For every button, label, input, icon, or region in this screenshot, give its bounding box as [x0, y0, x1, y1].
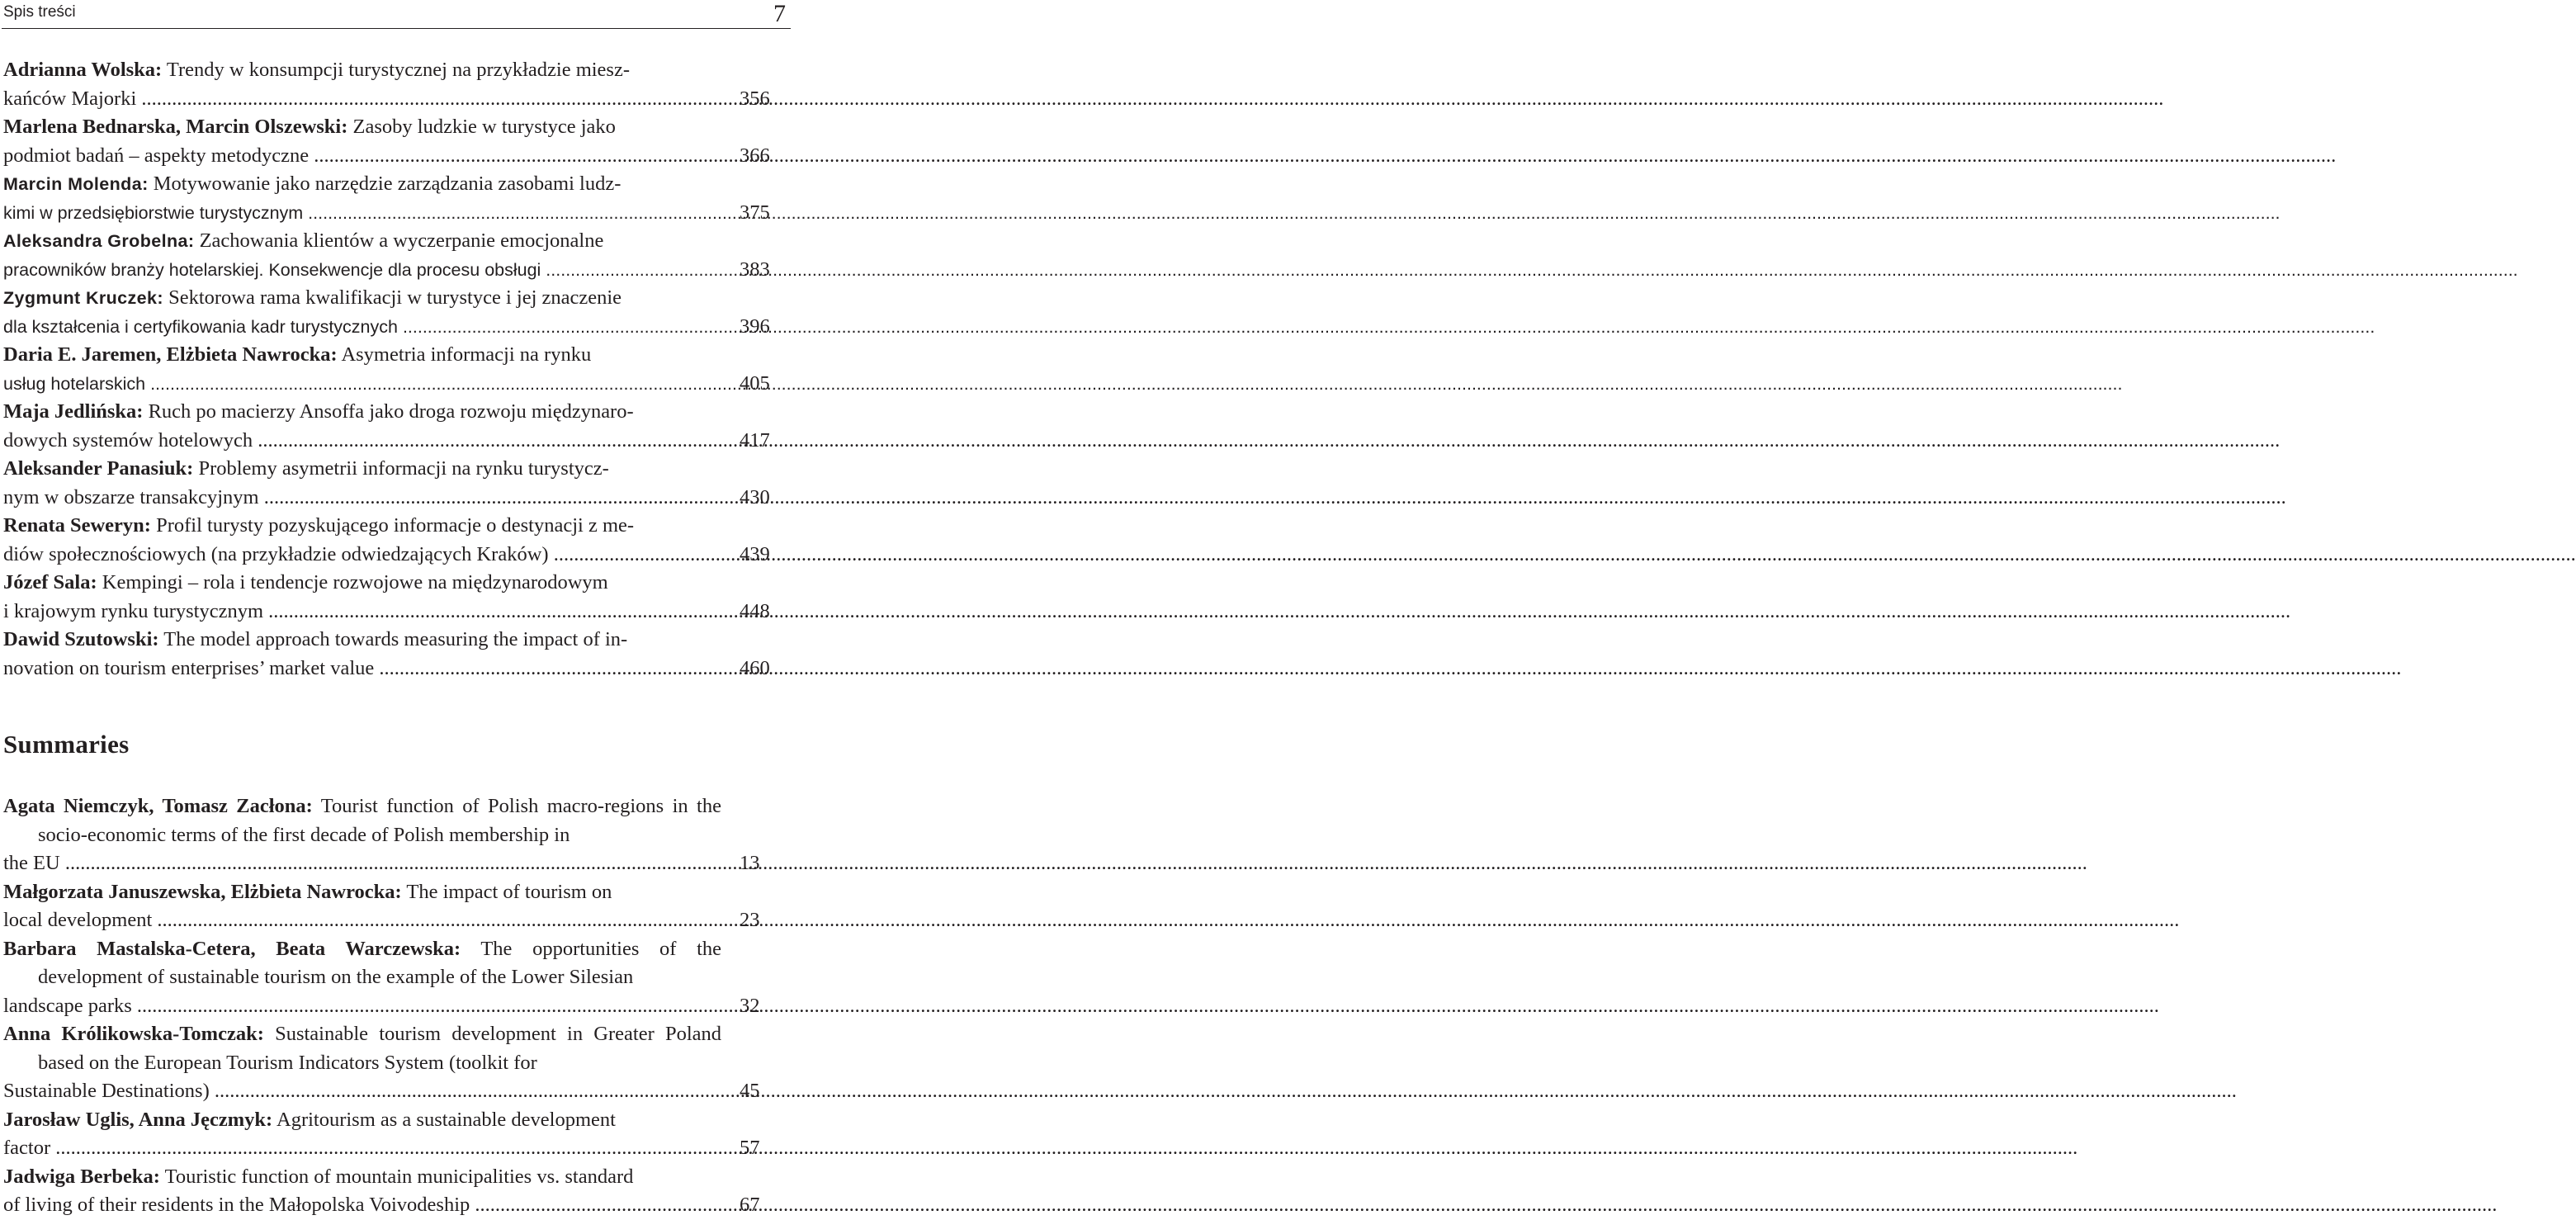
entry-author: Małgorzata Januszewska, Elżbieta Nawrocka:	[3, 880, 402, 903]
entry-title-end: i krajowym rynku turystycznym .....	[38, 598, 721, 627]
entry-title: Ruch po macierzy Ansoffa jako droga rozwoju międzynaro-	[148, 400, 634, 423]
entry-author: Marlena Bednarska, Marcin Olszewski:	[3, 116, 348, 138]
page-number: 7	[773, 0, 786, 27]
entry-page: 405	[740, 371, 770, 395]
entry-title-end: nym w obszarze transakcyjnym .....	[38, 484, 721, 513]
summary-entry	[3, 935, 789, 1021]
entry-title: Tourist function of Polish macro-regions in the socio-economic terms of the first decade of Polish membership in	[38, 795, 721, 846]
entry-title: The impact of tourism on	[406, 880, 612, 903]
entry-author: Jarosław Uglis, Anna Jęczmyk:	[3, 1108, 273, 1131]
summary-entry	[3, 1020, 789, 1106]
toc-entry	[3, 113, 789, 170]
entry-title-end: Sustainable Destinations) .....	[38, 1077, 721, 1106]
entry-page: 383	[740, 258, 770, 281]
entry-page: 67	[740, 1194, 760, 1216]
toc-entry	[3, 284, 789, 341]
entry-author: Aleksandra Grobelna:	[3, 231, 195, 251]
toc-entry	[3, 512, 789, 569]
entry-author: Zygmunt Kruczek:	[3, 288, 163, 308]
entry-page: 45	[740, 1080, 760, 1102]
toc-entry	[3, 455, 789, 512]
toc-entry	[3, 569, 789, 626]
entry-title: Trendy w konsumpcji turystycznej na przykładzie miesz-	[166, 59, 631, 81]
entry-title: Motywowanie jako narzędzie zarządzania zasobami ludz-	[153, 173, 622, 195]
entry-author: Barbara Mastalska-Cetera, Beata Warczewska:	[3, 937, 461, 960]
toc-entry	[3, 626, 789, 683]
entry-page: 375	[740, 201, 770, 224]
entry-title: Problemy asymetrii informacji na rynku turystycz-	[198, 457, 609, 480]
entry-title: Touristic function of mountain municipalities vs. standard	[164, 1165, 634, 1188]
entry-title-end: podmiot badań – aspekty metodyczne .....	[38, 142, 721, 171]
entry-page: 417	[740, 428, 770, 452]
entry-page: 430	[740, 485, 770, 508]
entry-author: Daria E. Jaremen, Elżbieta Nawrocka:	[3, 343, 338, 366]
entry-title-end: diów społecznościowych (na przykładzie odwiedzających Kraków) .....	[38, 541, 721, 570]
summary-entry	[3, 792, 789, 878]
entry-title: The opportunities of the development of sustainable tourism on the example of the Lower Silesian	[38, 937, 722, 988]
entry-page: 460	[740, 656, 770, 679]
entry-title: Sustainable tourism development in Greater Poland based on the European Tourism Indicators System (toolkit for	[38, 1023, 721, 1074]
toc-entry	[3, 56, 789, 113]
entry-title: Kempingi – rola i tendencje rozwojowe na międzynarodowym	[102, 571, 608, 593]
entry-title-end: kańców Majorki .....	[38, 85, 721, 114]
entry-page: 366	[740, 144, 770, 167]
entry-author: Aleksander Panasiuk:	[3, 457, 194, 480]
toc-entry	[3, 227, 789, 284]
entry-title-end: novation on tourism enterprises’ market value .....	[38, 655, 721, 683]
entry-title-end: pracowników branży hotelarskiej. Konsekwencje dla procesu obsługi .....	[38, 256, 721, 285]
entry-title: Asymetria informacji na rynku	[341, 343, 592, 366]
entry-author: Renata Seweryn:	[3, 514, 151, 537]
toc-entry	[3, 341, 789, 398]
entry-author: Józef Sala:	[3, 571, 97, 593]
contents-list	[3, 56, 789, 683]
entry-author: Adrianna Wolska:	[3, 59, 163, 81]
entry-title: The model approach towards measuring the impact of in-	[163, 628, 628, 650]
entry-page: 439	[740, 542, 770, 565]
running-header-title: Spis treści	[3, 3, 76, 21]
entry-title: Agritourism as a sustainable development	[277, 1108, 616, 1131]
entry-author: Agata Niemczyk, Tomasz Zacłona:	[3, 795, 313, 817]
entry-title-end: factor .....	[38, 1134, 721, 1163]
entry-title-end: usług hotelarskich .....	[38, 370, 721, 399]
summary-entry	[3, 1163, 789, 1220]
entry-title: Profil turysty pozyskującego informacje o destynacji z me-	[156, 514, 635, 537]
entry-author: Maja Jedlińska:	[3, 400, 144, 423]
entry-author: Jadwiga Berbeka:	[3, 1165, 160, 1188]
entry-title: Zasoby ludzkie w turystyce jako	[352, 116, 616, 138]
entry-title-end: the EU .....	[38, 849, 721, 878]
entry-title-end: landscape parks .....	[38, 992, 721, 1021]
entry-title-end: of living of their residents in the Małopolska Voivodeship .....	[38, 1191, 721, 1220]
entry-page: 448	[740, 599, 770, 622]
summaries-list	[3, 792, 789, 1220]
entry-title: Zachowania klientów a wyczerpanie emocjonalne	[199, 229, 604, 252]
entry-title-end: dowych systemów hotelowych .....	[38, 427, 721, 456]
entry-title-end: local development .....	[38, 906, 721, 935]
summaries-heading: Summaries	[3, 730, 130, 759]
entry-page: 356	[740, 87, 770, 110]
toc-entry	[3, 398, 789, 455]
entry-page: 57	[740, 1137, 760, 1159]
entry-author: Dawid Szutowski:	[3, 628, 159, 650]
entry-page: 13	[740, 852, 760, 874]
entry-author: Marcin Molenda:	[3, 174, 149, 194]
entry-page: 396	[740, 314, 770, 338]
running-header	[2, 0, 791, 29]
summary-entry	[3, 878, 789, 935]
toc-entry	[3, 170, 789, 227]
entry-author: Anna Królikowska-Tomczak:	[3, 1023, 264, 1045]
entry-page: 32	[740, 994, 760, 1017]
entry-title: Sektorowa rama kwalifikacji w turystyce i jej znaczenie	[168, 286, 622, 309]
summary-entry	[3, 1106, 789, 1163]
entry-page: 23	[740, 909, 760, 931]
entry-title-end: kimi w przedsiębiorstwie turystycznym .....	[38, 199, 721, 228]
entry-title-end: dla kształcenia i certyfikowania kadr turystycznych .....	[38, 313, 721, 342]
